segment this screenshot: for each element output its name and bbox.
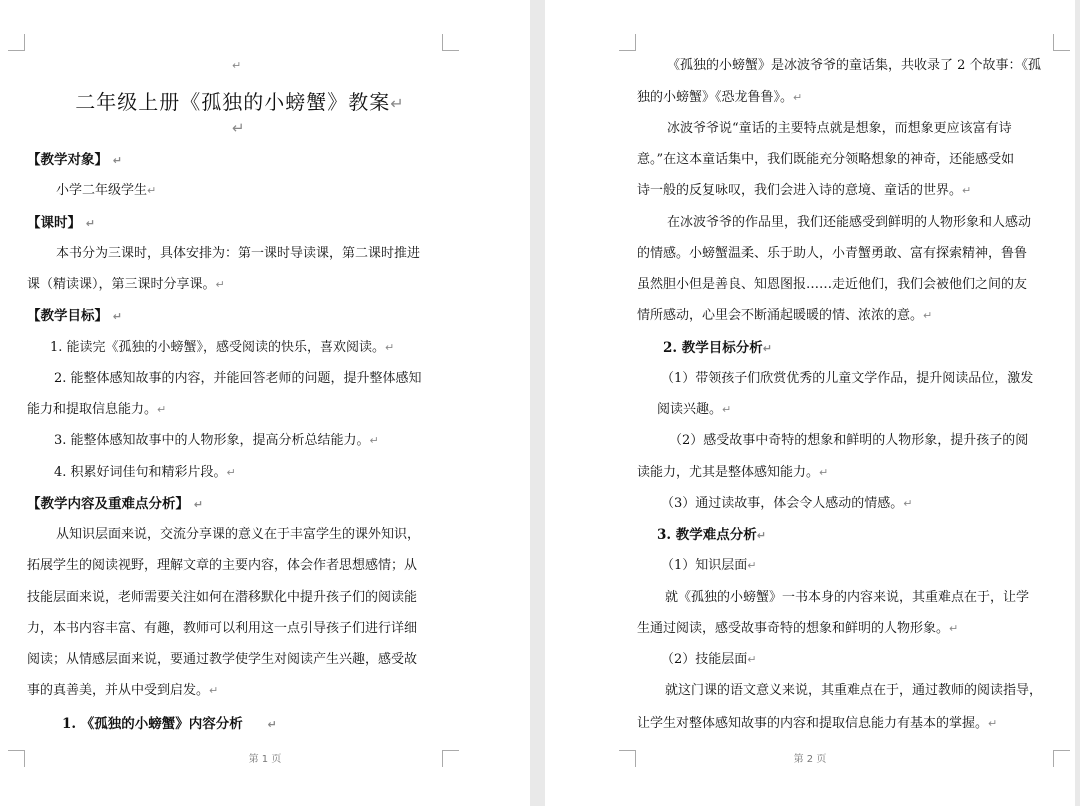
subheading-difficulty-analysis[interactable]: 3. 教学难点分析↵ [657, 527, 767, 543]
paragraph-line[interactable]: 虽然胆小但是善良、知恩图报……走近他们，我们会被他们之间的友 [637, 277, 1028, 292]
section-heading-goals[interactable]: 【教学目标】 ↵ [27, 308, 122, 324]
paragraph-line[interactable]: 《孤独的小螃蟹》是冰波爷爷的童话集，共收录了 2 个故事：《孤 [667, 58, 1042, 73]
paragraph-line[interactable]: 事的真善美，并从中受到启发。↵ [27, 683, 219, 698]
paragraph-line[interactable]: 力，本书内容丰富、有趣，教师可以利用这一点引导孩子们进行详细 [27, 621, 418, 636]
paragraph-line[interactable]: 的情感。小螃蟹温柔、乐于助人，小青蟹勇敢、富有探索精神，鲁鲁 [637, 246, 1028, 261]
margin-mark-top-left [619, 34, 636, 51]
section-heading-periods[interactable]: 【课时】 ↵ [27, 215, 95, 231]
list-item[interactable]: 4. 积累好词佳句和精彩片段。↵ [54, 465, 236, 480]
list-item[interactable]: （1）带领孩子们欣赏优秀的儿童文学作品，提升阅读品位，激发 [661, 371, 1034, 386]
paragraph-line[interactable]: 课（精读课），第三课时分享课。↵ [27, 277, 225, 292]
paragraph-line[interactable]: 阅读；从情感层面来说，要通过教学使学生对阅读产生兴趣，感受故 [27, 652, 418, 667]
paragraph-line[interactable]: 意。”在这本童话集中，我们既能充分领略想象的神奇，还能感受如 [637, 152, 1015, 167]
document-page-2 [545, 0, 1075, 806]
paragraph-line[interactable]: 读能力，尤其是整体感知能力。↵ [637, 465, 829, 480]
margin-mark-top-right [442, 34, 459, 51]
list-item[interactable]: （2）感受故事中奇特的想象和鲜明的人物形象，提升孩子的阅 [669, 433, 1029, 448]
paragraph-line[interactable]: 情所感动，心里会不断涌起暖暖的情、浓浓的意。↵ [637, 308, 933, 323]
list-item[interactable]: （2）技能层面↵ [661, 652, 757, 667]
margin-mark-top-left [8, 34, 25, 51]
page-number-footer: 第 1 页 [248, 754, 282, 765]
paragraph-line[interactable]: 就《孤独的小螃蟹》一书本身的内容来说，其重难点在于，让学 [665, 590, 1030, 605]
list-item[interactable]: 2. 能整体感知故事的内容，并能回答老师的问题，提升整体感知 [54, 371, 422, 386]
paragraph-line[interactable]: 能力和提取信息能力。↵ [27, 402, 167, 417]
list-item[interactable]: （1）知识层面↵ [661, 558, 757, 573]
paragraph-line[interactable]: 冰波爷爷说“童话的主要特点就是想象，而想象更应该富有诗 [667, 121, 1012, 136]
document-page-1 [0, 0, 530, 806]
list-item[interactable]: 3. 能整体感知故事中的人物形象，提高分析总结能力。↵ [54, 433, 379, 448]
list-item[interactable]: （3）通过读故事，体会令人感动的情感。↵ [661, 496, 913, 511]
list-item[interactable]: 1. 能读完《孤独的小螃蟹》，感受阅读的快乐，喜欢阅读。↵ [50, 340, 395, 355]
page-number-footer: 第 2 页 [793, 754, 827, 765]
paragraph-line[interactable]: 诗一般的反复咏叹，我们会进入诗的意境、童话的世界。↵ [637, 183, 972, 198]
paragraph-line[interactable]: 生通过阅读，感受故事奇特的想象和鲜明的人物形象。↵ [637, 621, 959, 636]
document-title[interactable]: 二年级上册《孤独的小螃蟹》教案↵ [75, 90, 405, 114]
paragraph-line[interactable]: 从知识层面来说，交流分享课的意义在于丰富学生的课外知识， [56, 527, 421, 542]
section-heading-object[interactable]: 【教学对象】 ↵ [27, 152, 122, 168]
paragraph-line[interactable]: 小学二年级学生↵ [56, 183, 157, 198]
paragraph-line[interactable]: 独的小螃蟹》《恐龙鲁鲁》。↵ [637, 90, 803, 105]
paragraph-line[interactable]: 让学生对整体感知故事的内容和提取信息能力有基本的掌握。↵ [637, 716, 998, 731]
margin-mark-top-right [1053, 34, 1070, 51]
section-heading-analysis[interactable]: 【教学内容及重难点分析】 ↵ [27, 496, 203, 512]
paragraph-mark: ↵ [232, 59, 242, 72]
subheading-content-analysis[interactable]: 1. 《孤独的小螃蟹》内容分析 ↵ [62, 716, 277, 732]
paragraph-line[interactable]: 本书分为三课时，具体安排为：第一课时导读课，第二课时推进 [56, 246, 421, 261]
subheading-goal-analysis[interactable]: 2. 教学目标分析↵ [663, 340, 773, 356]
paragraph-mark: ↵ [232, 119, 245, 137]
paragraph-line[interactable]: 阅读兴趣。↵ [657, 402, 732, 417]
paragraph-line[interactable]: 在冰波爷爷的作品里，我们还能感受到鲜明的人物形象和人感动 [667, 215, 1032, 230]
paragraph-line[interactable]: 技能层面来说，老师需要关注如何在潜移默化中提升孩子们的阅读能 [27, 590, 418, 605]
paragraph-line[interactable]: 拓展学生的阅读视野，理解文章的主要内容，体会作者思想感情；从 [27, 558, 418, 573]
paragraph-line[interactable]: 就这门课的语文意义来说，其重难点在于，通过教师的阅读指导， [665, 683, 1043, 698]
